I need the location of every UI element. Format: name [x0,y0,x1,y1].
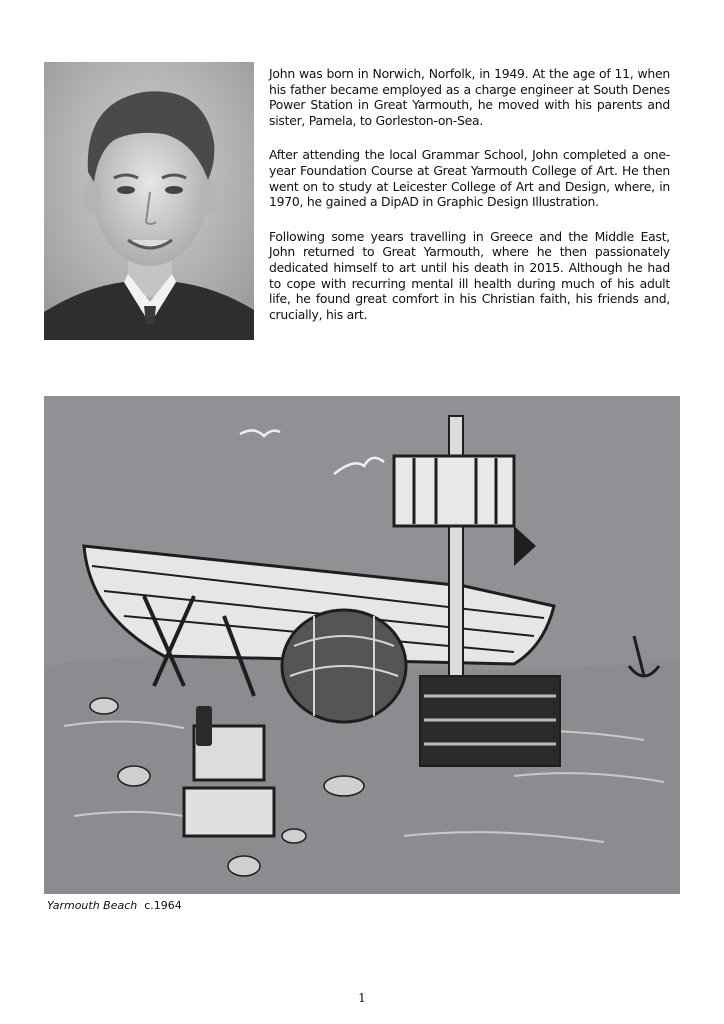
portrait-photo [44,62,254,340]
biography-text [269,66,670,341]
artwork-title: Yarmouth Beach [47,899,138,912]
bio-paragraph-2: After attending the local Grammar School, John completed a one-year Foundation Course at Great Yarmouth College of Art. He then went on to study at Leicester College of Art and Design, where, in 1970, he gained a DipAD in Graphic Design Illustration. [269,147,670,210]
page-number: 1 [358,991,366,1005]
artwork-caption [47,899,182,912]
artwork-yarmouth-beach [44,396,680,894]
bio-paragraph-1: John was born in Norwich, Norfolk, in 1949. At the age of 11, when his father became employed as a charge engineer at South Denes Power Station in Great Yarmouth, he moved with his parents and sister, Pamela, to Gorleston-on-Sea. [269,66,670,128]
artwork-date: c.1964 [144,899,182,912]
bio-paragraph-3: Following some years travelling in Greece and the Middle East, John returned to Great Yarmouth, where he then passionately dedicated himself to art until his death in 2015. Although he had to cope with recurring mental ill health during much of his adult life, he found great comfort in his Christian faith, his friends and, crucially, his art. [269,228,670,322]
